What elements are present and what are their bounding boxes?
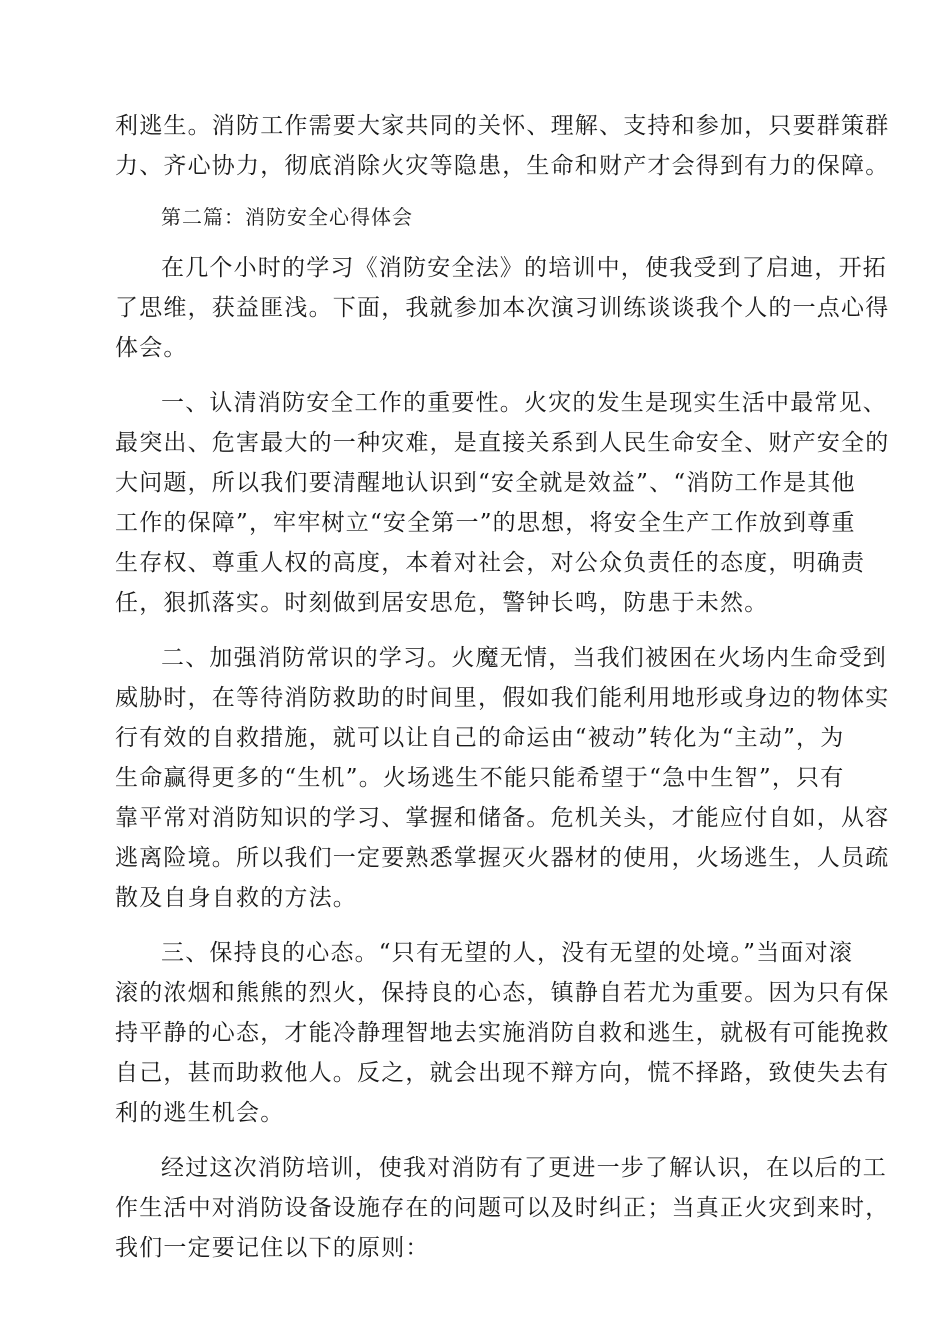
text-line: 大问题，所以我们要清醒地认识到“安全就是效益”、“消防工作是其他 xyxy=(115,470,856,496)
paragraph-opening xyxy=(115,248,890,368)
text-line: 利的逃生机会。 xyxy=(115,1100,285,1126)
text-line: 经过这次消防培训，使我对消防有了更进一步了解认识，在以后的工 xyxy=(161,1155,887,1181)
text-line: 任，狠抓落实。时刻做到居安思危，警钟长鸣，防患于未然。 xyxy=(115,590,769,616)
text-line: 我们一定要记住以下的原则： xyxy=(115,1235,430,1261)
section-heading xyxy=(115,197,835,237)
text-line: 三、保持良的心态。“只有无望的人，没有无望的处境。”当面对滚 xyxy=(161,940,854,966)
text-line: 作生活中对消防设备设施存在的问题可以及时纠正；当真正火灾到来时， xyxy=(115,1195,890,1221)
text-line: 力、齐心协力，彻底消除火灾等隐患，生命和财产才会得到有力的保障。 xyxy=(115,153,890,179)
text-line: 滚的浓烟和熊熊的烈火，保持良的心态，镇静自若尤为重要。因为只有保 xyxy=(115,980,890,1006)
text-line: 一、认清消防安全工作的重要性。火灾的发生是现实生活中最常见、 xyxy=(161,390,887,416)
text-line: 工作的保障”，牢牢树立“安全第一”的思想，将安全生产工作放到尊重 xyxy=(115,510,856,536)
section-title: 第二篇：消防安全心得体会 xyxy=(161,205,413,229)
text-line: 持平静的心态，才能冷静理智地去实施消防自救和逃生，就极有可能挽救 xyxy=(115,1020,890,1046)
paragraph-conclusion xyxy=(115,1148,890,1268)
text-line: 自己，甚而助救他人。反之，就会出现不辩方向，慌不择路，致使失去有 xyxy=(115,1060,890,1086)
paragraph-point-one xyxy=(115,383,890,623)
paragraph-point-three xyxy=(115,933,890,1133)
text-line: 靠平常对消防知识的学习、掌握和储备。危机关头，才能应付自如，从容 xyxy=(115,805,890,831)
paragraph-intro-continuation xyxy=(115,106,890,186)
text-line: 在几个小时的学习《消防安全法》的培训中，使我受到了启迪，开拓 xyxy=(161,255,887,281)
text-line: 最突出、危害最大的一种灾难，是直接关系到人民生命安全、财产安全的 xyxy=(115,430,890,456)
text-line: 二、加强消防常识的学习。火魔无情，当我们被困在火场内生命受到 xyxy=(161,645,887,671)
paragraph-point-two xyxy=(115,638,890,918)
text-line: 利逃生。消防工作需要大家共同的关怀、理解、支持和参加，只要群策群 xyxy=(115,113,890,139)
text-line: 了思维，获益匪浅。下面，我就参加本次演习训练谈谈我个人的一点心得 xyxy=(115,295,890,321)
text-line: 生命赢得更多的“生机”。火场逃生不能只能希望于“急中生智”，只有 xyxy=(115,765,845,791)
text-line: 行有效的自救措施，就可以让自己的命运由“被动”转化为“主动”，为 xyxy=(115,725,845,751)
text-line: 威胁时，在等待消防救助的时间里，假如我们能利用地形或身边的物体实 xyxy=(115,685,890,711)
text-line: 逃离险境。所以我们一定要熟悉掌握灭火器材的使用，火场逃生，人员疏 xyxy=(115,845,890,871)
text-line: 生存权、尊重人权的高度，本着对社会，对公众负责任的态度，明确责 xyxy=(115,550,866,576)
document-page xyxy=(115,106,890,1268)
text-line: 散及自身自救的方法。 xyxy=(115,885,357,911)
text-line: 体会。 xyxy=(115,335,188,361)
